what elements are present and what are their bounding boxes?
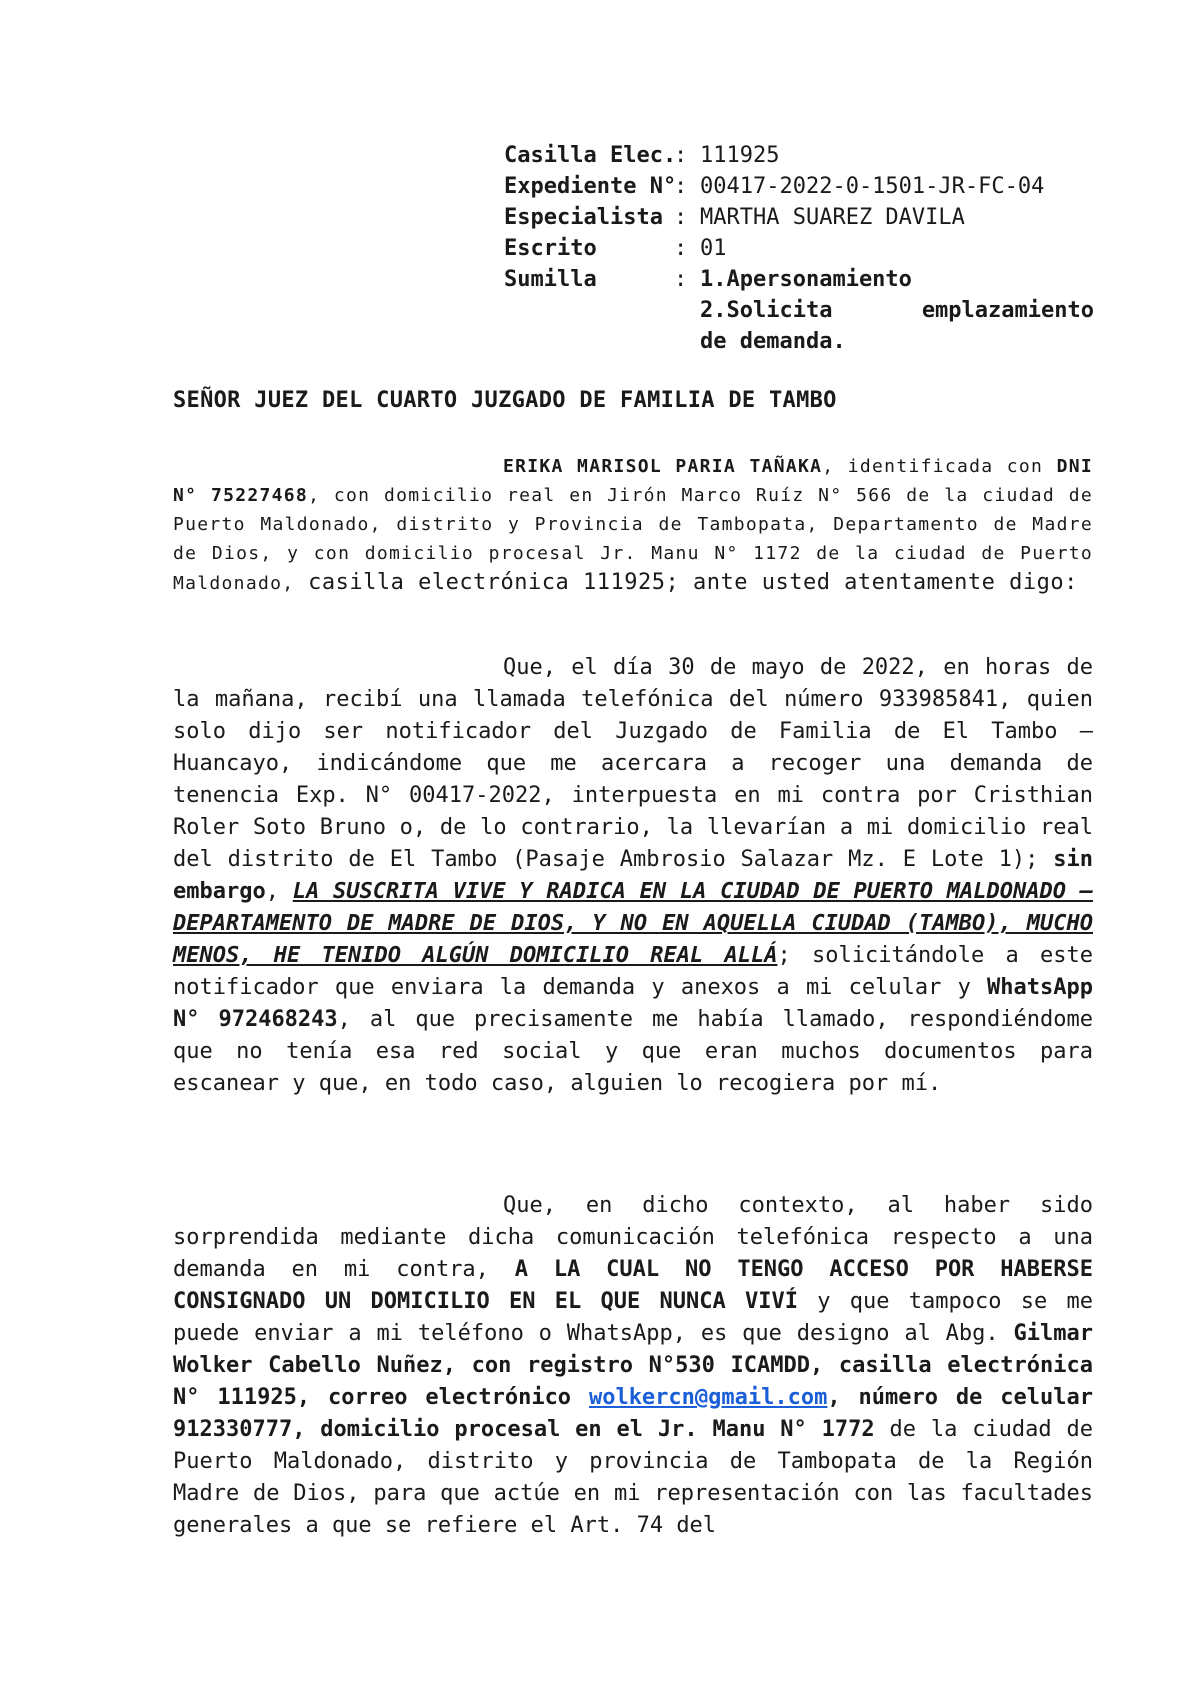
header-label: Sumilla [504,267,597,292]
header-label: Casilla Elec. [504,143,677,168]
header-value: 111925 [700,143,780,168]
text: Que, en dicho contexto, al haber sido sorprendida mediante dicha comunicación telefónica respecto a una demanda en mi contra, [173,1193,1093,1282]
text: casilla electrónica 111925; ante usted atentamente digo: [294,570,1078,595]
sumilla-item: de demanda. [700,329,846,354]
text: , al que precisamente me había llamado, respondiéndome que no tenía esa red social y que eran muchos documentos para escanear y que, en todo caso, alguien lo recogiera por mí. [173,1007,1093,1096]
lawyer-details: Gilmar Wolker Cabello Nuñez, con registro N°530 ICAMDD, casilla electrónica N° 111925, correo electrónico [173,1321,1093,1410]
sumilla-item: 1.Apersonamiento [700,267,912,292]
text: Que, el día 30 de mayo de 2022, en horas de la mañana, recibí una llamada telefónica del número 933985841, quien solo dijo ser notificador del Juzgado de Familia de El Tambo – Huancayo, indicándome que me acercara a recoger una demanda de tenencia Exp. N° 00417-2022, interpuesta en mi contra por Cristhian Roler Soto Bruno o, de lo contrario, la llevarían a mi domicilio real del distrito de El Tambo (Pasaje Ambrosio Salazar Mz. E Lote 1); [173,655,1093,872]
header-label: Especialista [504,205,663,230]
header-value: MARTHA SUAREZ DAVILA [700,205,965,230]
case-header [504,140,1094,357]
text: , identificada con [822,456,1057,477]
header-colon: : [674,174,688,199]
lawyer-details: , número de celular 912330777, domicilio procesal en el Jr. Manu N° 1772 [173,1385,1093,1442]
paragraph-facts [173,652,1093,1100]
header-row-escrito [504,233,1094,264]
header-row-expediente [504,171,1094,202]
header-colon: : [674,143,688,168]
paragraph-designation [173,1190,1093,1542]
sumilla-item-part: emplazamiento [921,298,1094,323]
petitioner-name: ERIKA MARISOL PARIA TAÑAKA [503,456,823,477]
header-colon: : [674,267,688,292]
sumilla-item-part: 2.Solicita [700,298,833,323]
header-label: Escrito [504,236,597,261]
paragraph-intro [173,452,1093,598]
emphasis: sin embargo [173,847,1093,904]
whatsapp-number: WhatsApp N° 972468243 [173,975,1093,1032]
text: , [265,879,293,904]
sumilla-list [700,264,1094,357]
header-colon: : [674,205,688,230]
emphasis-underlined: LA SUSCRITA VIVE Y RADICA EN LA CIUDAD DE PUERTO MALDONADO – DEPARTAMENTO DE MADRE DE DIOS, Y NO EN AQUELLA CIUDAD (TAMBO), MUCHO MENOS, HE TENIDO ALGÚN DOMICILIO REAL ALLÁ [173,879,1093,968]
header-value: 01 [700,236,727,261]
emphasis: A LA CUAL NO TENGO ACCESO POR HABERSE CONSIGNADO UN DOMICILIO EN EL QUE NUNCA VIVÍ [173,1257,1093,1314]
dni-number: DNI N° 75227468 [173,456,1093,506]
header-row-sumilla [504,264,1094,357]
header-label: Expediente N° [504,174,677,199]
sumilla-item [700,295,1094,326]
email-link[interactable]: wolkercn@gmail.com [588,1385,828,1410]
header-colon: : [674,236,688,261]
text: , con domicilio real en Jirón Marco Ruíz N° 566 de la ciudad de Puerto Maldonado, distrito y Provincia de Tambopata, Departamento de Madre de Dios, y con domicilio procesal Jr. Manu N° 1172 de la ciudad de Puerto Maldonado, [173,485,1094,594]
header-row-casilla [504,140,1094,171]
text: ; solicitándole a este notificador que enviara la demanda y anexos a mi celular y [173,943,1093,1000]
header-row-especialista [504,202,1094,233]
document-title: SEÑOR JUEZ DEL CUARTO JUZGADO DE FAMILIA DE TAMBO [173,388,837,413]
text: y que tampoco se me puede enviar a mi teléfono o WhatsApp, es que designo al Abg. [173,1289,1093,1346]
header-value: 00417-2022-0-1501-JR-FC-04 [700,174,1045,199]
text: de la ciudad de Puerto Maldonado, distrito y provincia de Tambopata de la Región Madre de Dios, para que actúe en mi representación con las facultades generales a que se refiere el Art. 74 del [173,1417,1094,1538]
